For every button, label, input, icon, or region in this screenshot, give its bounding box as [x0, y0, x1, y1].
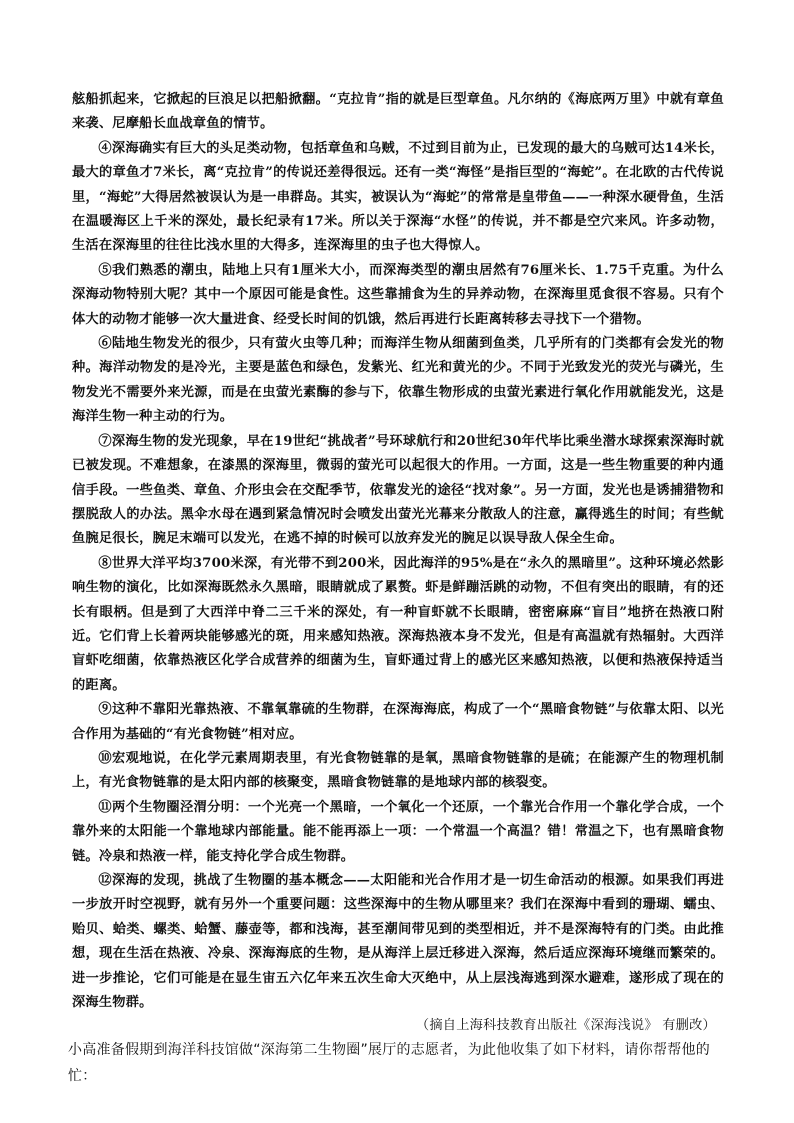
- task-instruction: 小高准备假期到海洋科技馆做“深海第二生物圈”展厅的志愿者，为此他收集了如下材料，请你帮帮他的忙：: [68, 1042, 711, 1085]
- paragraph-9: ⑨这种不靠阳光靠热液、不靠氧靠硫的生物群，在深海海底，构成了一个“黑暗食物链”与依靠太阳、以光合作用为基础的“有光食物链”相对应。: [72, 702, 724, 742]
- paragraph-12: ⑫深海的发现，挑战了生物圈的基本概念——太阳能和光合作用才是一切生命活动的根源。如果我们再进一步放开时空视野，就有另外一个重要问题：这些深海中的生物从哪里来？我们在深海中看到的珊瑚、蠕虫、贻贝、蛤类、螺类、蛤蟹、藤壶等，都和浅海，甚至潮间带见到的类型相近，并不是深海特有的门类。由此推想，现在生活在热液、冷泉、深海海底的生物，是从海洋上层迁移进入深海，然后适应深海环境继而繁荣的。进一步推论，它们可能是在显生宙五六亿年来五次生命大灭绝中，从上层浅海逃到深水避难，遂形成了现在的深海生物群。: [72, 873, 724, 1011]
- paragraph-7: ⑦深海生物的发光现象，早在19世纪“挑战者”号环球航行和20世纪30年代毕比乘坐潜水球探索深海时就已被发现。不难想象，在漆黑的深海里，微弱的萤光可以起很大的作用。一方面，这是一些生物重要的种内通信手段。一些鱼类、章鱼、介形虫会在交配季节，依靠发光的途径“找对象”。另一方面，发光也是诱捕猎物和摆脱敌人的办法。黑伞水母在遇到紧急情况时会喷发出萤光光幕来分散敌人的注意，赢得逃生的时间；有些鱿鱼腕足很长，腕足末端可以发光，在逃不掉的时候可以放弃发光的腕足以误导敌人保全生命。: [72, 433, 724, 547]
- paragraph-continuation: 舷船抓起来，它掀起的巨浪足以把船掀翻。“克拉肯”指的就是巨型章鱼。凡尔纳的《海底两万里》中就有章鱼来袭、尼摩船长血战章鱼的情节。: [72, 92, 724, 132]
- paragraph-8: ⑧世界大洋平均3700米深，有光带不到200米，因此海洋的95%是在“永久的黑暗里”。这种环境必然影响生物的演化，比如深海既然永久黑暗，眼睛就成了累赘。虾是鲜蹦活跳的动物，不但有突出的眼睛，有的还长有眼柄。但是到了大西洋中脊二三千米的深处，有一种盲虾就不长眼睛，密密麻麻“盲目”地挤在热液口附近。它们背上长着两块能够感光的斑，用来感知热液。深海热液本身不发光，但是有高温就有热辐射。大西洋盲虾吃细菌，依靠热液区化学合成营养的细菌为生，盲虾通过背上的感光区来感知热液，以便和热液保持适当的距离。: [72, 555, 724, 693]
- source-citation: （摘自上海科技教育出版社《深海浅说》 有删改）: [415, 1018, 716, 1034]
- paragraph-11: ⑪两个生物圈泾渭分明：一个光亮一个黑暗，一个氧化一个还原，一个靠光合作用一个靠化学合成，一个靠外来的太阳能一个靠地球内部能量。能不能再添上一项：一个常温一个高温？错！常温之下，也有黑暗食物链。冷泉和热液一样，能支持化学合成生物群。: [72, 799, 724, 864]
- paragraph-10: ⑩宏观地说，在化学元素周期表里，有光食物链靠的是氧，黑暗食物链靠的是硫；在能源产生的物理机制上，有光食物链靠的是太阳内部的核聚变，黑暗食物链靠的是地球内部的核裂变。: [72, 750, 724, 791]
- paragraph-6: ⑥陆地生物发光的很少，只有萤火虫等几种；而海洋生物从细菌到鱼类，几乎所有的门类都有会发光的物种。海洋动物发的是冷光，主要是蓝色和绿色，发紫光、红光和黄光的少。不同于光致发光的荧光与磷光，生物发光不需要外来光源，而是在虫萤光素酶的参与下，依靠生物形成的虫萤光素进行氧化作用就能发光，这是海洋生物一种主动的行为。: [72, 336, 724, 425]
- paragraph-5: ⑤我们熟悉的潮虫，陆地上只有1厘米大小，而深海类型的潮虫居然有76厘米长、1.75千克重。为什么深海动物特别大呢？其中一个原因可能是食性。这些靠捕食为生的异养动物，在深海里觅食很不容易。只有个体大的动物才能够一次大量进食、经受长时间的饥饿，然后再进行长距离转移去寻找下一个猎物。: [72, 262, 724, 327]
- paragraph-4: ④深海确实有巨大的头足类动物，包括章鱼和乌贼，不过到目前为止，已发现的最大的乌贼可达14米长，最大的章鱼才7米长，离“克拉肯”的传说还差得很远。还有一类“海怪”是指巨型的“海蛇”。在北欧的古代传说里，“海蛇”大得居然被误认为是一串群岛。其实，被误认为“海蛇”的常常是皇带鱼——一种深水硬骨鱼，生活在温暖海区上千米的深处，最长纪录有17米。所以关于深海“水怪”的传说，并不都是空穴来风。许多动物，生活在深海里的往往比浅水里的大得多，连深海里的虫子也大得惊人。: [72, 140, 724, 254]
